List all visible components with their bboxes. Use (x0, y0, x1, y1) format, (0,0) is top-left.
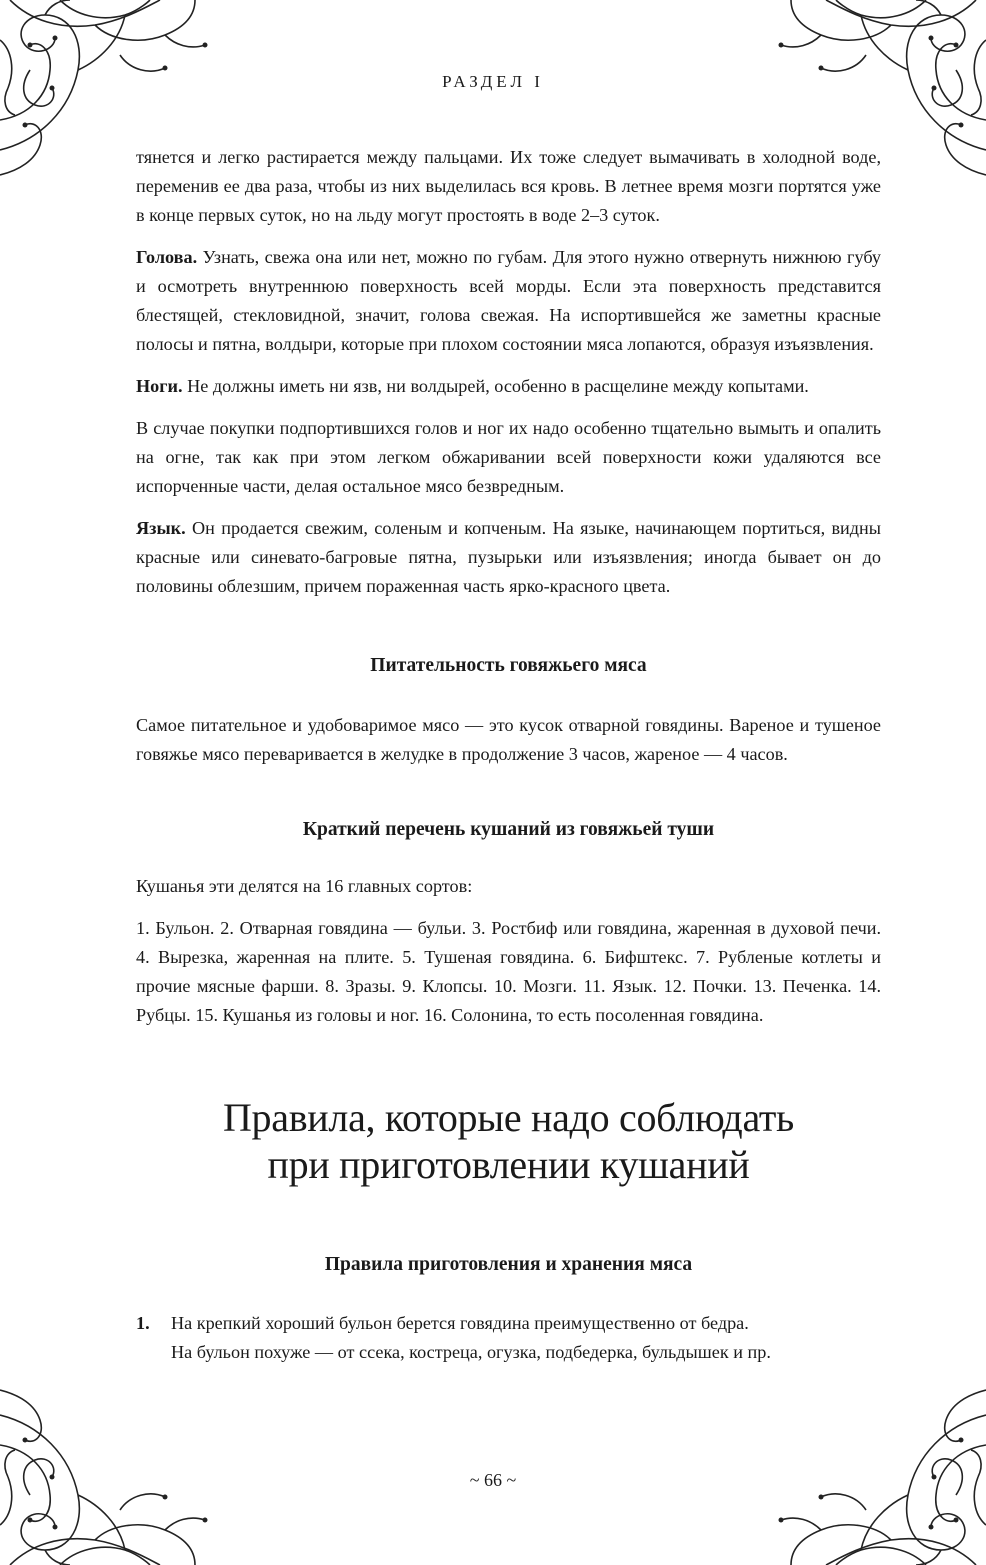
running-head: РАЗДЕЛ I (442, 72, 544, 91)
section-heading: Правила приготовления и хранения мяса (324, 1254, 693, 1275)
paragraph-head: Голова. Узнать, свежа она или нет, можно по губам. Для этого нужно отвернуть нижнюю губу и осмотреть внутреннюю поверхность всей морды. Если эта поверхность представится блестящей, стекловидной, значит, голова свежая. На испортившейся же заметны красные полосы и пятна, волдыри, которые при плохом состоянии мяса лопаются, образуя изъязвления. (136, 247, 881, 354)
paragraph-legs: Ноги. Не должны иметь ни язв, ни волдырей, особенно в расщелине между копытами. (136, 376, 809, 396)
paragraph-tongue: Язык. Он продается свежим, соленым и копченым. На языке, начинающем портиться, видны красные или синевато-багровые пятна, пузырьки или изъязвления; иногда бывает он до половины облезшим, причем пораженная часть ярко-красного цвета. (136, 518, 881, 596)
list-number: 1. (136, 1313, 150, 1333)
paragraph: тянется и легко растирается между пальцами. Их тоже следует вымачивать в холодной воде, переменив ее два раза, чтобы из них выделилась вся кровь. В летнее время мозги портятся уже в конце первых суток, но на льду могут простоять в воде 2–3 суток. (136, 147, 881, 225)
section-heading: Краткий перечень кушаний из говяжьей туши (302, 819, 715, 840)
term-label: Язык. (136, 518, 186, 538)
section-heading: Питательность говяжьего мяса (370, 655, 647, 676)
dish-list: 1. Бульон. 2. Отварная говядина — бульи. 3. Ростбиф или говядина, жаренная в духовой печи. 4. Вырезка, жаренная на плите. 5. Тушеная говядина. 6. Бифштекс. 7. Рубленые котлеты и прочие мясные фарши. 8. Зразы. 9. Клопсы. 10. Мозги. 11. Язык. 12. Почки. 13. Печенка. 14. Рубцы. 15. Кушанья из головы и ног. 16. Солонина, то есть посоленная говядина. (136, 918, 881, 1025)
chapter-title: Правила, которые надо соблюдать при приготовлении кушаний (222, 1095, 795, 1187)
page-number: ~ 66 ~ (469, 1470, 517, 1490)
page-body (136, 143, 881, 1367)
list-item-text: На крепкий хороший бульон берется говядина преимущественно от бедра. На бульон похуже — от ссека, костреца, огузка, подбедерка, бульдышек и пр. (171, 1313, 771, 1362)
paragraph: Кушанья эти делятся на 16 главных сортов: (136, 876, 473, 896)
term-label: Голова. (136, 247, 198, 267)
paragraph: В случае покупки подпортившихся голов и ног их надо особенно тщательно вымыть и опалить на огне, так как при этом легком обжаривании всей поверхности кожи удаляются все испорченные части, делая остальное мясо безвредным. (136, 418, 881, 496)
list-item (136, 1309, 881, 1367)
paragraph: Самое питательное и удобоваримое мясо — это кусок отварной говядины. Вареное и тушеное говяжье мясо переваривается в желудке в продолжение 3 часов, жареное — 4 часов. (136, 715, 881, 764)
term-label: Ноги. (136, 376, 183, 396)
